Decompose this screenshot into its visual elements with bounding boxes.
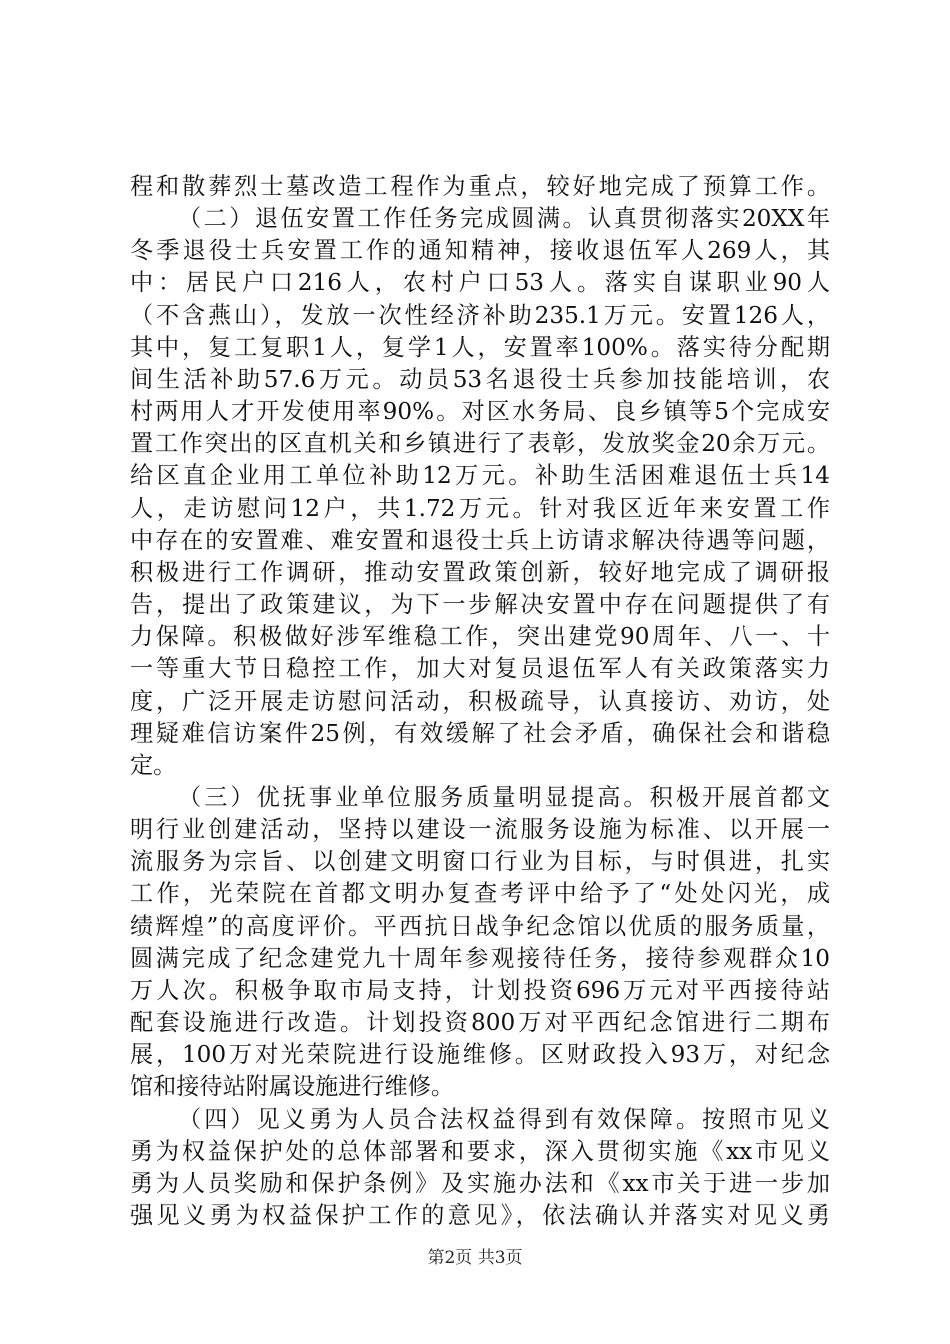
text-line: 力保障。积极做好涉军维稳工作，突出建党90周年、八一、十 (130, 624, 830, 651)
text-line: 工作，光荣院在首都文明办复查考评中给予了“处处闪光，成 (130, 881, 830, 908)
text-line: 强见义勇为权益保护工作的意见》，依法确认并落实对见义勇 (130, 1203, 830, 1229)
text-line: （不含燕山），发放一次性经济补助235.1万元。安置126人， (130, 302, 830, 329)
text-line: 一等重大节日稳控工作，加大对复员退伍军人有关政策落实力 (130, 656, 830, 683)
text-line: 定。 (130, 752, 177, 779)
text-line: 告，提出了政策建议，为下一步解决安置中存在问题提供了有 (130, 592, 830, 619)
text-line: 度，广泛开展走访慰问活动，积极疏导，认真接访、劝访，处 (130, 688, 830, 715)
text-line: （三）优抚事业单位服务质量明显提高。积极开展首都文 (178, 784, 830, 811)
text-line: （四）见义勇为人员合法权益得到有效保障。按照市见义 (178, 1106, 830, 1133)
text-line: 圆满完成了纪念建党九十周年参观接待任务，接待参观群众10 (130, 945, 830, 972)
page-number-footer: 第2页 共3页 (427, 1248, 523, 1268)
text-line: 馆和接待站附属设施进行维修。 (130, 1074, 454, 1101)
text-line: （二）退伍安置工作任务完成圆满。认真贯彻落实20XX年 (178, 206, 830, 233)
text-line: 中存在的安置难、难安置和退役士兵上访请求解决待遇等问题， (130, 527, 830, 554)
text-line: 其中，复工复职1人，复学1人，安置率100%。落实待分配期 (130, 334, 830, 361)
text-line: 程和散葬烈士墓改造工程作为重点，较好地完成了预算工作。 (130, 174, 830, 200)
text-line: 展，100万对光荣院进行设施维修。区财政投入93万，对纪念 (130, 1042, 830, 1069)
text-line: 配套设施进行改造。计划投资800万对平西纪念馆进行二期布 (130, 1010, 830, 1037)
text-line: 勇为权益保护处的总体部署和要求，深入贯彻实施《xx市见义 (130, 1138, 830, 1165)
text-line: 流服务为宗旨、以创建文明窗口行业为目标，与时俱进，扎实 (130, 849, 830, 876)
text-line: 中：居民户口216人，农村户口53人。落实自谋职业90人 (130, 270, 830, 297)
text-line: 村两用人才开发使用率90%。对区水务局、良乡镇等5个完成安 (130, 399, 830, 426)
text-line: 冬季退役士兵安置工作的通知精神，接收退伍军人269人，其 (130, 238, 830, 265)
text-line: 勇为人员奖励和保护条例》及实施办法和《xx市关于进一步加 (130, 1170, 830, 1197)
text-line: 给区直企业用工单位补助12万元。补助生活困难退伍士兵14 (130, 463, 830, 490)
text-line: 理疑难信访案件25例，有效缓解了社会矛盾，确保社会和谐稳 (130, 720, 830, 747)
text-line: 积极进行工作调研，推动安置政策创新，较好地完成了调研报 (130, 559, 830, 586)
text-line: 明行业创建活动，坚持以建设一流服务设施为标准、以开展一 (130, 817, 830, 844)
text-line: 间生活补助57.6万元。动员53名退役士兵参加技能培训，农 (130, 366, 830, 393)
text-line: 人，走访慰问12户，共1.72万元。针对我区近年来安置工作 (130, 495, 830, 522)
text-line: 万人次。积极争取市局支持，计划投资696万元对平西接待站 (130, 977, 830, 1004)
text-line: 置工作突出的区直机关和乡镇进行了表彰，发放奖金20余万元。 (130, 431, 830, 458)
text-line: 绩辉煌”的高度评价。平西抗日战争纪念馆以优质的服务质量， (130, 913, 830, 940)
